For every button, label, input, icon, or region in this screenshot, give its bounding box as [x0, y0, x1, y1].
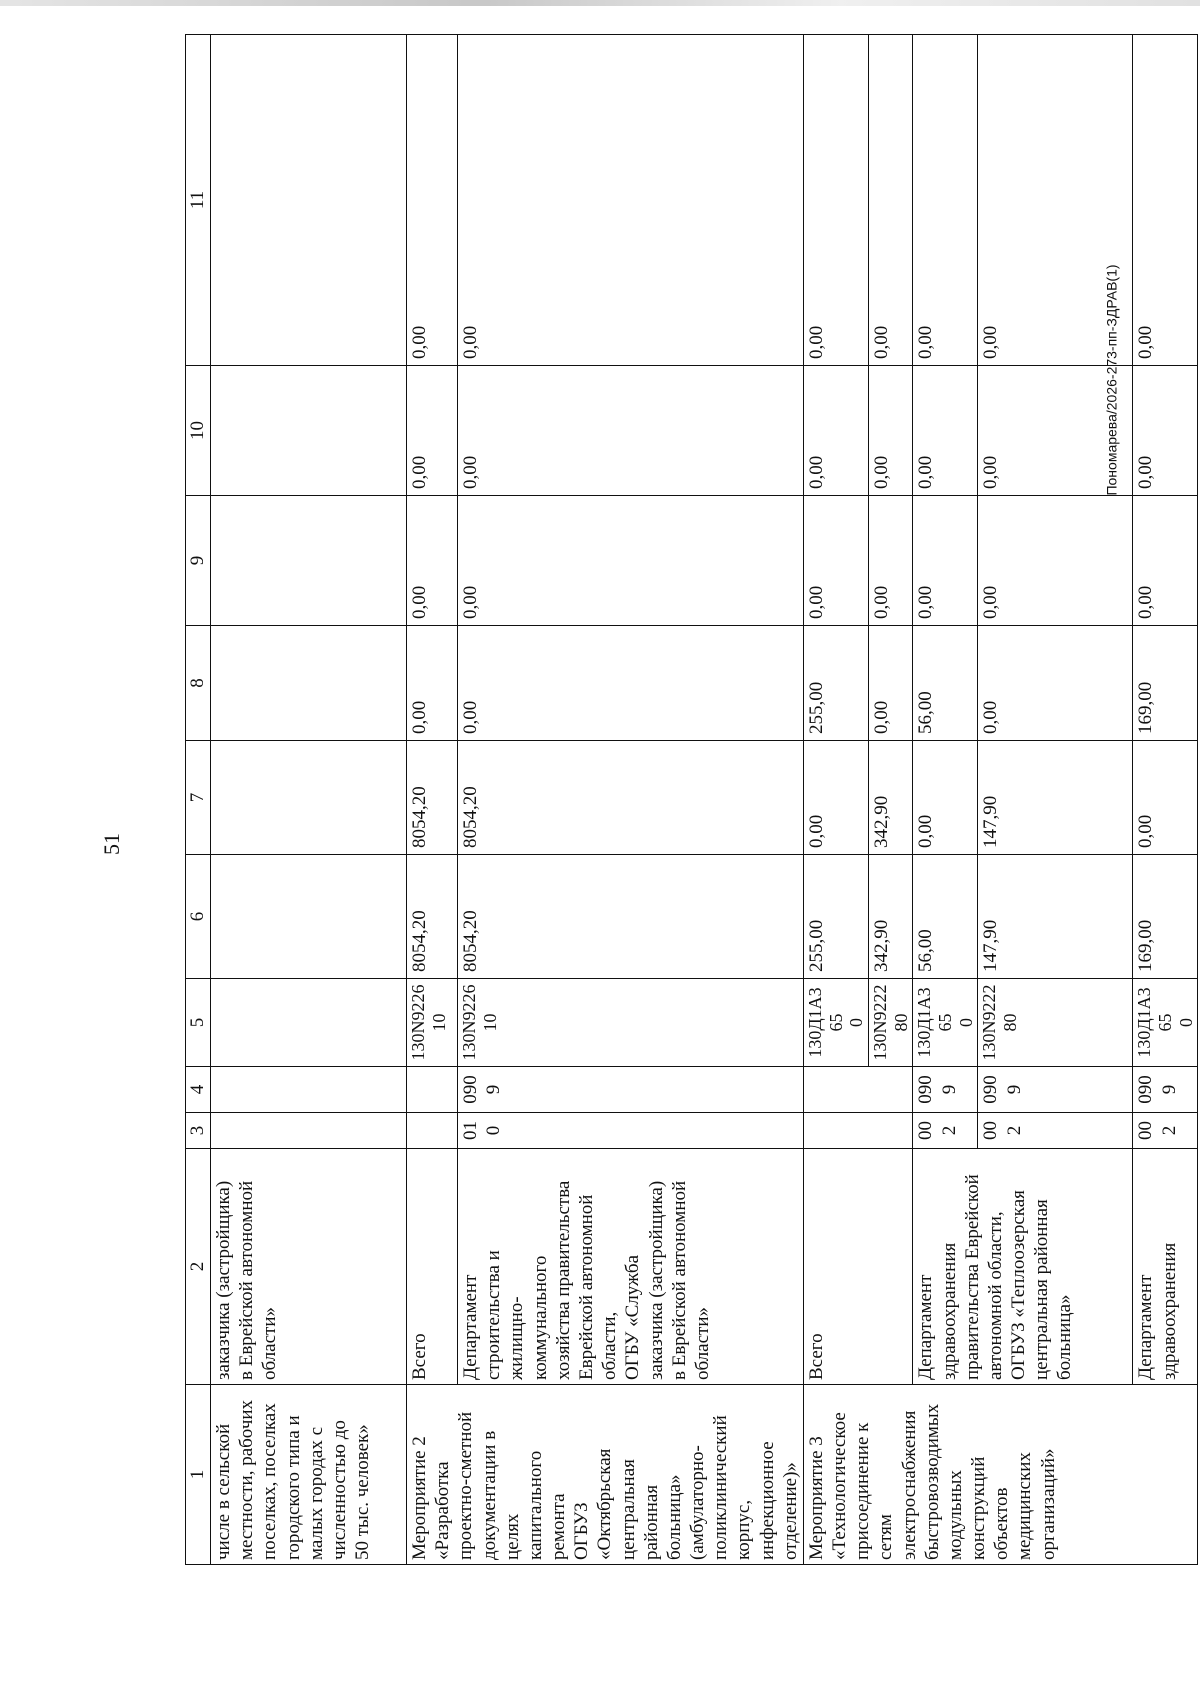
value-cell: 0,00: [407, 496, 458, 626]
value-cell: 8054,20: [407, 855, 458, 979]
value-cell: 147,90: [978, 855, 1133, 979]
target-code-cell: 130N922610: [458, 979, 804, 1067]
executor-cell: Департамент здравоохранения правительства Еврейской автономной области, ОГБУЗ «Теплоозерская центральная районная больница»: [913, 1149, 1133, 1385]
value-cell: 0,00: [978, 496, 1133, 626]
value-cell: 0,00: [407, 35, 458, 366]
header-cell: 3: [186, 1113, 211, 1149]
value-cell: 0,00: [978, 626, 1133, 741]
header-cell: 4: [186, 1067, 211, 1113]
header-cell: 8: [186, 626, 211, 741]
value-cell: 8054,20: [407, 741, 458, 855]
value-cell: 0,00: [868, 35, 912, 366]
value-cell: 0,00: [458, 496, 804, 626]
measure-description: Мероприятие 2 «Разработка проектно-сметной документации в целях капитального ремонта ОГБУЗ «Октябрьская центральная районная больница» (амбулаторно- поликлинический корпус, инфекционное отделение)»: [407, 1385, 804, 1565]
value-cell: 0,00: [913, 496, 978, 626]
value-cell: 0,00: [1133, 35, 1198, 366]
value-cell: 169,00: [1133, 855, 1198, 979]
header-cell: 5: [186, 979, 211, 1067]
section-cell: 0909: [1133, 1067, 1198, 1113]
table-row: [1133, 35, 1198, 1565]
target-code-cell: 130Д1А365 0: [913, 979, 978, 1067]
table-row: [458, 35, 804, 1565]
value-cell: 169,00: [1133, 626, 1198, 741]
target-code-cell: 130Д1А365 0: [803, 979, 868, 1067]
header-cell: 11: [186, 35, 211, 366]
value-cell: 0,00: [458, 626, 804, 741]
header-cell: 7: [186, 741, 211, 855]
target-code-cell: 130N922280: [978, 979, 1133, 1067]
scan-edge: [0, 0, 1200, 6]
value-cell: 0,00: [913, 366, 978, 496]
value-cell: 0,00: [407, 366, 458, 496]
section-cell: 0909: [913, 1067, 978, 1113]
grbs-cell: [407, 1113, 458, 1149]
executor-cell: Департамент здравоохранения: [1133, 1149, 1198, 1385]
value-cell: 0,00: [868, 366, 912, 496]
value-cell: 0,00: [868, 496, 912, 626]
value-cell: 0,00: [1133, 496, 1198, 626]
value-cell: 0,00: [978, 35, 1133, 366]
stamp-text: Пономарева/2026-273-пп-ЗДРАВ(1): [1104, 264, 1120, 496]
header-cell: 10: [186, 366, 211, 496]
executor-cell: Департамент строительства и жилищно- коммунального хозяйства правительства Еврейской автономной области, ОГБУ «Служба заказчика (застройщика) в Еврейской автономной области»: [458, 1149, 804, 1385]
measure-description: числе в сельской местности, рабочих поселках, поселках городского типа и малых городах с численностью до 50 тыс. человек»: [211, 1385, 407, 1565]
page-number-text: 51: [99, 833, 124, 855]
value-cell: 255,00: [803, 855, 868, 979]
value-cell: 0,00: [803, 366, 868, 496]
table-row: [803, 35, 868, 1565]
executor-cell: заказчика (застройщика) в Еврейской автономной области»: [211, 1149, 407, 1385]
value-cell: 0,00: [407, 626, 458, 741]
target-code-cell: 130N922280: [868, 979, 912, 1067]
value-cell: 0,00: [1133, 366, 1198, 496]
value-cell: 0,00: [978, 366, 1133, 496]
value-cell: 255,00: [803, 626, 868, 741]
table-row: [407, 35, 458, 1565]
executor-cell: Всего: [407, 1149, 458, 1385]
measure-description: Мероприятие 3 «Технологическое присоединение к сетям электроснабжения быстровозводимых модульных конструкций объектов медицинских организаций»: [803, 1385, 1198, 1565]
value-cell: 342,90: [868, 855, 912, 979]
value-cell: 0,00: [803, 496, 868, 626]
header-cell: 2: [186, 1149, 211, 1385]
grbs-cell: 010: [458, 1113, 804, 1149]
value-cell: 8054,20: [458, 855, 804, 979]
value-cell: 147,90: [978, 741, 1133, 855]
header-cell: 9: [186, 496, 211, 626]
table-row: [913, 35, 978, 1565]
value-cell: 342,90: [868, 741, 912, 855]
grbs-cell: 002: [913, 1113, 978, 1149]
grbs-cell: 002: [978, 1113, 1133, 1149]
section-cell: [407, 1067, 458, 1113]
value-cell: 56,00: [913, 626, 978, 741]
page-number: [100, 832, 124, 856]
value-cell: 8054,20: [458, 741, 804, 855]
header-cell: 6: [186, 855, 211, 979]
target-code-cell: 130Д1А365 0: [1133, 979, 1198, 1067]
value-cell: 0,00: [803, 741, 868, 855]
table-row: [211, 35, 407, 1565]
value-cell: 0,00: [1133, 741, 1198, 855]
header-cell: 1: [186, 1385, 211, 1565]
budget-table: [185, 34, 1198, 1565]
value-cell: 56,00: [913, 855, 978, 979]
value-cell: 0,00: [913, 741, 978, 855]
header-row: [186, 35, 211, 1565]
value-cell: 0,00: [458, 35, 804, 366]
value-cell: 0,00: [803, 35, 868, 366]
value-cell: 0,00: [868, 626, 912, 741]
target-code-cell: 130N922610: [407, 979, 458, 1067]
section-cell: 0909: [978, 1067, 1133, 1113]
executor-cell: Всего: [803, 1149, 912, 1385]
grbs-cell: 002: [1133, 1113, 1198, 1149]
value-cell: 0,00: [913, 35, 978, 366]
value-cell: 0,00: [458, 366, 804, 496]
section-cell: 0909: [458, 1067, 804, 1113]
